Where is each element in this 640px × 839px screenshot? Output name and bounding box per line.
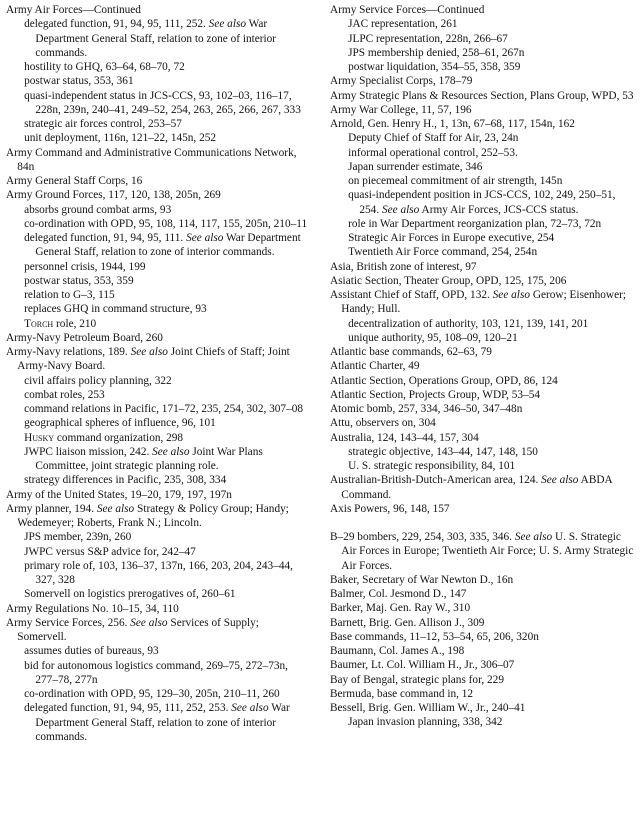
entry-text: Army-Navy Petroleum Board, 260 [6, 331, 163, 344]
cross-reference: War Department General Staff, relation to zone of interior commands. [35, 702, 290, 743]
entry-text: Bay of Bengal, strategic plans for, 229 [330, 673, 504, 686]
entry-text: Army planner, 194. [6, 502, 95, 515]
entry-text: geographical spheres of influence, 96, 101 [24, 417, 216, 430]
index-entry [330, 359, 634, 373]
index-entry [330, 345, 634, 359]
index-subentry [6, 288, 308, 302]
entry-text: quasi-independent status in JCS-CCS, 93, 102–03, 116–17, 228n, 239n, 240–41, 249–52, 254, 263, 265, 266, 267, 333 [24, 89, 301, 116]
index-subentry [330, 17, 634, 31]
index-entry [330, 74, 634, 88]
entry-text: informal operational control, 252–53. [348, 146, 518, 159]
entry-text: delegated function, 91, 94, 95, 111, 252, 253. [24, 702, 229, 715]
index-subentry [6, 530, 308, 544]
entry-text: Army Command and Administrative Communications Network, 84n [6, 146, 297, 173]
cross-reference: Services of Supply; Somervell. [17, 616, 259, 643]
index-subentry [6, 416, 308, 430]
index-subentry [330, 331, 634, 345]
index-entry [330, 630, 634, 644]
index-subentry [6, 659, 308, 688]
see-also-label: See also [152, 445, 190, 458]
entry-text: civil affairs policy planning, 322 [24, 374, 172, 387]
index-subentry [6, 644, 308, 658]
entry-text: Japan invasion planning, 338, 342 [348, 716, 503, 729]
entry-text: unique authority, 95, 108–09, 120–21 [348, 331, 518, 344]
entry-text: Barker, Maj. Gen. Ray W., 310 [330, 602, 471, 615]
entry-text: personnel crisis, 1944, 199 [24, 260, 146, 273]
index-subentry [6, 231, 308, 260]
see-also-label: See also [381, 203, 420, 216]
index-entry [330, 388, 634, 402]
index-subentry [6, 473, 308, 487]
index-subentry [330, 459, 634, 473]
entry-text: Atlantic Section, Projects Group, WDP, 53–54 [330, 388, 541, 401]
entry-text: Asia, British zone of interest, 97 [330, 260, 477, 273]
entry-text: Atlantic base commands, 62–63, 79 [330, 346, 492, 358]
index-subentry [330, 217, 634, 231]
entry-text: quasi-independent position in JCS-CCS, 102, 249, 250–51, 254. [348, 189, 616, 216]
entry-text: postwar liquidation, 354–55, 358, 359 [348, 61, 521, 73]
index-entry [6, 146, 308, 175]
entry-text: Bermuda, base command in, 12 [330, 687, 474, 700]
index-subentry [6, 587, 308, 601]
entry-text: relation to G–3, 115 [24, 289, 115, 301]
entry-text: Atomic bomb, 257, 334, 346–50, 347–48n [330, 403, 523, 415]
see-also-label: See also [96, 502, 135, 515]
index-subentry [6, 445, 308, 474]
index-subentry [6, 74, 308, 88]
index-entry [330, 416, 634, 430]
index-subentry [6, 701, 308, 744]
entry-text: command organization, 298 [54, 431, 184, 444]
cross-reference: Joint War Plans Committee, joint strategic planning role. [35, 445, 263, 472]
entry-text: postwar status, 353, 359 [24, 274, 134, 287]
index-entry [330, 601, 634, 615]
operation-name: Torch [24, 317, 54, 330]
index-subentry [330, 188, 634, 217]
entry-text: Twentieth Air Force command, 254, 254n [348, 246, 538, 259]
see-also-label: See also [514, 531, 553, 543]
index-subentry [330, 245, 634, 259]
cross-reference: War Department General Staff, relation to zone of interior commands. [35, 232, 301, 259]
index-subentry [6, 687, 308, 701]
index-subentry [330, 60, 634, 74]
section-gap [330, 516, 634, 530]
entry-text: JWPC liaison mission, 242. [24, 445, 150, 458]
cross-reference: Strategy & Policy Group; Handy; Wedemeyer; Roberts, Frank N.; Lincoln. [17, 502, 289, 529]
entry-text: JAC representation, 261 [348, 18, 458, 31]
entry-text: JWPC versus S&P advice for, 242–47 [24, 545, 196, 558]
entry-text: Army-Navy relations, 189. [6, 346, 128, 358]
index-entry [6, 3, 308, 17]
entry-text: Attu, observers on, 304 [330, 417, 436, 430]
entry-text: Army General Staff Corps, 16 [6, 175, 143, 187]
entry-text: Asiatic Section, Theater Group, OPD, 125, 175, 206 [330, 274, 567, 287]
index-subentry [6, 302, 308, 316]
entry-text: Baker, Secretary of War Newton D., 16n [330, 573, 514, 586]
index-entry [330, 687, 634, 701]
entry-text: Assistant Chief of Staff, OPD, 132. [330, 289, 490, 301]
index-entry [330, 402, 634, 416]
entry-text: co-ordination with OPD, 95, 108, 114, 117, 155, 205n, 210–11 [24, 217, 308, 230]
index-entry [330, 616, 634, 630]
entry-text: primary role of, 103, 136–37, 137n, 166, 203, 204, 243–44, 327, 328 [24, 559, 293, 586]
entry-text: Army Service Forces, 256. [6, 616, 128, 629]
cross-reference: War Department General Staff, relation to zone of interior commands. [35, 18, 277, 59]
cross-reference: Army Air Forces, JCS-CCS status. [421, 203, 579, 216]
see-also-label: See also [130, 616, 168, 629]
index-subentry [6, 431, 308, 445]
index-subentry [6, 388, 308, 402]
entry-text: Army of the United States, 19–20, 179, 197, 197n [6, 488, 232, 501]
entry-text: Axis Powers, 96, 148, 157 [330, 502, 450, 515]
index-subentry [330, 445, 634, 459]
entry-text: delegated function, 91, 94, 95, 111, 252. [24, 18, 206, 31]
index-entry [6, 174, 308, 188]
index-entry [330, 701, 634, 715]
entry-text: on piecemeal commitment of air strength, 145n [348, 175, 563, 187]
index-entry [330, 644, 634, 658]
entry-text: Army Ground Forces, 117, 120, 138, 205n, 269 [6, 189, 221, 202]
cross-reference: U. S. Strategic Air Forces in Europe; Twentieth Air Force; U. S. Army Strategic Air Forces. [341, 531, 634, 572]
entry-text: Australian-British-Dutch-American area, 124. [330, 474, 539, 487]
entry-text: Army Strategic Plans & Resources Section, Plans Group, WPD, 53 [330, 89, 634, 102]
index-subentry [330, 46, 634, 60]
index-entry [330, 658, 634, 672]
entry-text: Deputy Chief of Staff for Air, 23, 24n [348, 132, 519, 145]
index-entry [6, 502, 308, 531]
index-entry [6, 602, 308, 616]
index-subentry [6, 545, 308, 559]
entry-text: Baumann, Col. James A., 198 [330, 645, 465, 657]
index-subentry [330, 160, 634, 174]
index-subentry [330, 231, 634, 245]
entry-text: strategic objective, 143–44, 147, 148, 150 [348, 445, 538, 458]
index-entry [6, 488, 308, 502]
index-subentry [6, 89, 308, 118]
index-subentry [330, 131, 634, 145]
entry-text: strategic air forces control, 253–57 [24, 118, 182, 130]
entry-text: bid for autonomous logistics command, 269–75, 272–73n, 277–78, 277n [24, 659, 288, 686]
entry-text: Balmer, Col. Jesmond D., 147 [330, 588, 467, 600]
index-subentry [6, 17, 308, 60]
entry-text: Strategic Air Forces in Europe executive, 254 [348, 232, 555, 244]
entry-text: strategy differences in Pacific, 235, 308, 334 [24, 474, 227, 487]
entry-text: combat roles, 253 [24, 388, 105, 401]
entry-text: Army Service Forces—Continued [330, 4, 485, 16]
entry-text: Somervell on logistics prerogatives of, 260–61 [24, 588, 236, 601]
index-entry [330, 260, 634, 274]
index-subentry [6, 60, 308, 74]
index-entry [330, 374, 634, 388]
entry-text: Army War College, 11, 57, 196 [330, 103, 472, 116]
entry-text: unit deployment, 116n, 121–22, 145n, 252 [24, 132, 217, 145]
see-also-label: See also [231, 702, 269, 715]
entry-text: command relations in Pacific, 171–72, 235, 254, 302, 307–08 [24, 403, 304, 415]
see-also-label: See also [130, 346, 168, 358]
index-entry [6, 616, 308, 645]
index-entry [330, 117, 634, 131]
index-entry [330, 3, 634, 17]
entry-text: Atlantic Section, Operations Group, OPD, 86, 124 [330, 374, 558, 387]
entry-text: co-ordination with OPD, 95, 129–30, 205n, 210–11, 260 [24, 688, 280, 700]
index-entry [330, 587, 634, 601]
entry-text: B–29 bombers, 229, 254, 303, 335, 346. [330, 531, 513, 543]
entry-text: decentralization of authority, 103, 121, 139, 141, 201 [348, 317, 589, 330]
entry-text: Arnold, Gen. Henry H., 1, 13n, 67–68, 117, 154n, 162 [330, 118, 575, 130]
index-subentry [6, 260, 308, 274]
index-entry [6, 188, 308, 202]
entry-text: role, 210 [53, 317, 97, 330]
entry-text: Australia, 124, 143–44, 157, 304 [330, 431, 479, 444]
entry-text: delegated function, 91, 94, 95, 111. [24, 232, 184, 244]
index-column-left [6, 3, 308, 744]
see-also-label: See also [541, 474, 579, 487]
index-subentry [330, 317, 634, 331]
entry-text: JPS member, 239n, 260 [24, 531, 132, 544]
entry-text: Army Specialist Corps, 178–79 [330, 75, 473, 88]
entry-text: Atlantic Charter, 49 [330, 360, 420, 373]
index-entry [330, 473, 634, 502]
operation-name: Husky [24, 431, 55, 444]
index-subentry [6, 317, 308, 331]
entry-text: Base commands, 11–12, 53–54, 65, 206, 320n [330, 630, 539, 643]
index-entry [6, 345, 308, 374]
index-entry [330, 530, 634, 573]
entry-text: hostility to GHQ, 63–64, 68–70, 72 [24, 61, 185, 73]
entry-text: Army Regulations No. 10–15, 34, 110 [6, 602, 179, 615]
entry-text: JPS membership denied, 258–61, 267n [348, 46, 525, 59]
index-entry [330, 274, 634, 288]
see-also-label: See also [208, 18, 247, 31]
see-also-label: See also [492, 289, 530, 301]
entry-text: Army Air Forces—Continued [6, 4, 141, 16]
index-entry [330, 288, 634, 317]
index-entry [330, 502, 634, 516]
entry-text: assumes duties of bureaus, 93 [24, 645, 159, 658]
entry-text: Japan surrender estimate, 346 [348, 160, 483, 173]
index-subentry [6, 274, 308, 288]
entry-text: replaces GHQ in command structure, 93 [24, 303, 207, 316]
index-column-right [330, 3, 634, 730]
entry-text: JLPC representation, 228n, 266–67 [348, 32, 508, 45]
cross-reference: Joint Chiefs of Staff; Joint Army-Navy Board. [17, 346, 290, 373]
index-entry [330, 103, 634, 117]
index-entry [330, 89, 634, 103]
entry-text: Barnett, Brig. Gen. Allison J., 309 [330, 616, 485, 629]
index-subentry [6, 117, 308, 131]
index-entry [330, 673, 634, 687]
entry-text: absorbs ground combat arms, 93 [24, 203, 172, 216]
see-also-label: See also [186, 232, 224, 244]
entry-text: postwar status, 353, 361 [24, 75, 134, 88]
index-subentry [6, 131, 308, 145]
index-subentry [330, 715, 634, 729]
index-subentry [330, 32, 634, 46]
entry-text: U. S. strategic responsibility, 84, 101 [348, 460, 516, 472]
index-subentry [6, 402, 308, 416]
index-subentry [6, 559, 308, 588]
index-subentry [330, 146, 634, 160]
index-subentry [6, 374, 308, 388]
index-subentry [6, 217, 308, 231]
cross-reference: ABDA Command. [341, 474, 613, 501]
index-entry [6, 331, 308, 345]
entry-text: role in War Department reorganization plan, 72–73, 72n [348, 217, 602, 230]
index-entry [330, 431, 634, 445]
index-entry [330, 573, 634, 587]
index-subentry [6, 203, 308, 217]
cross-reference: Gerow; Eisenhower; Handy; Hull. [341, 289, 626, 316]
index-subentry [330, 174, 634, 188]
entry-text: Baumer, Lt. Col. William H., Jr., 306–07 [330, 659, 515, 672]
entry-text: Bessell, Brig. Gen. William W., Jr., 240–41 [330, 702, 526, 714]
